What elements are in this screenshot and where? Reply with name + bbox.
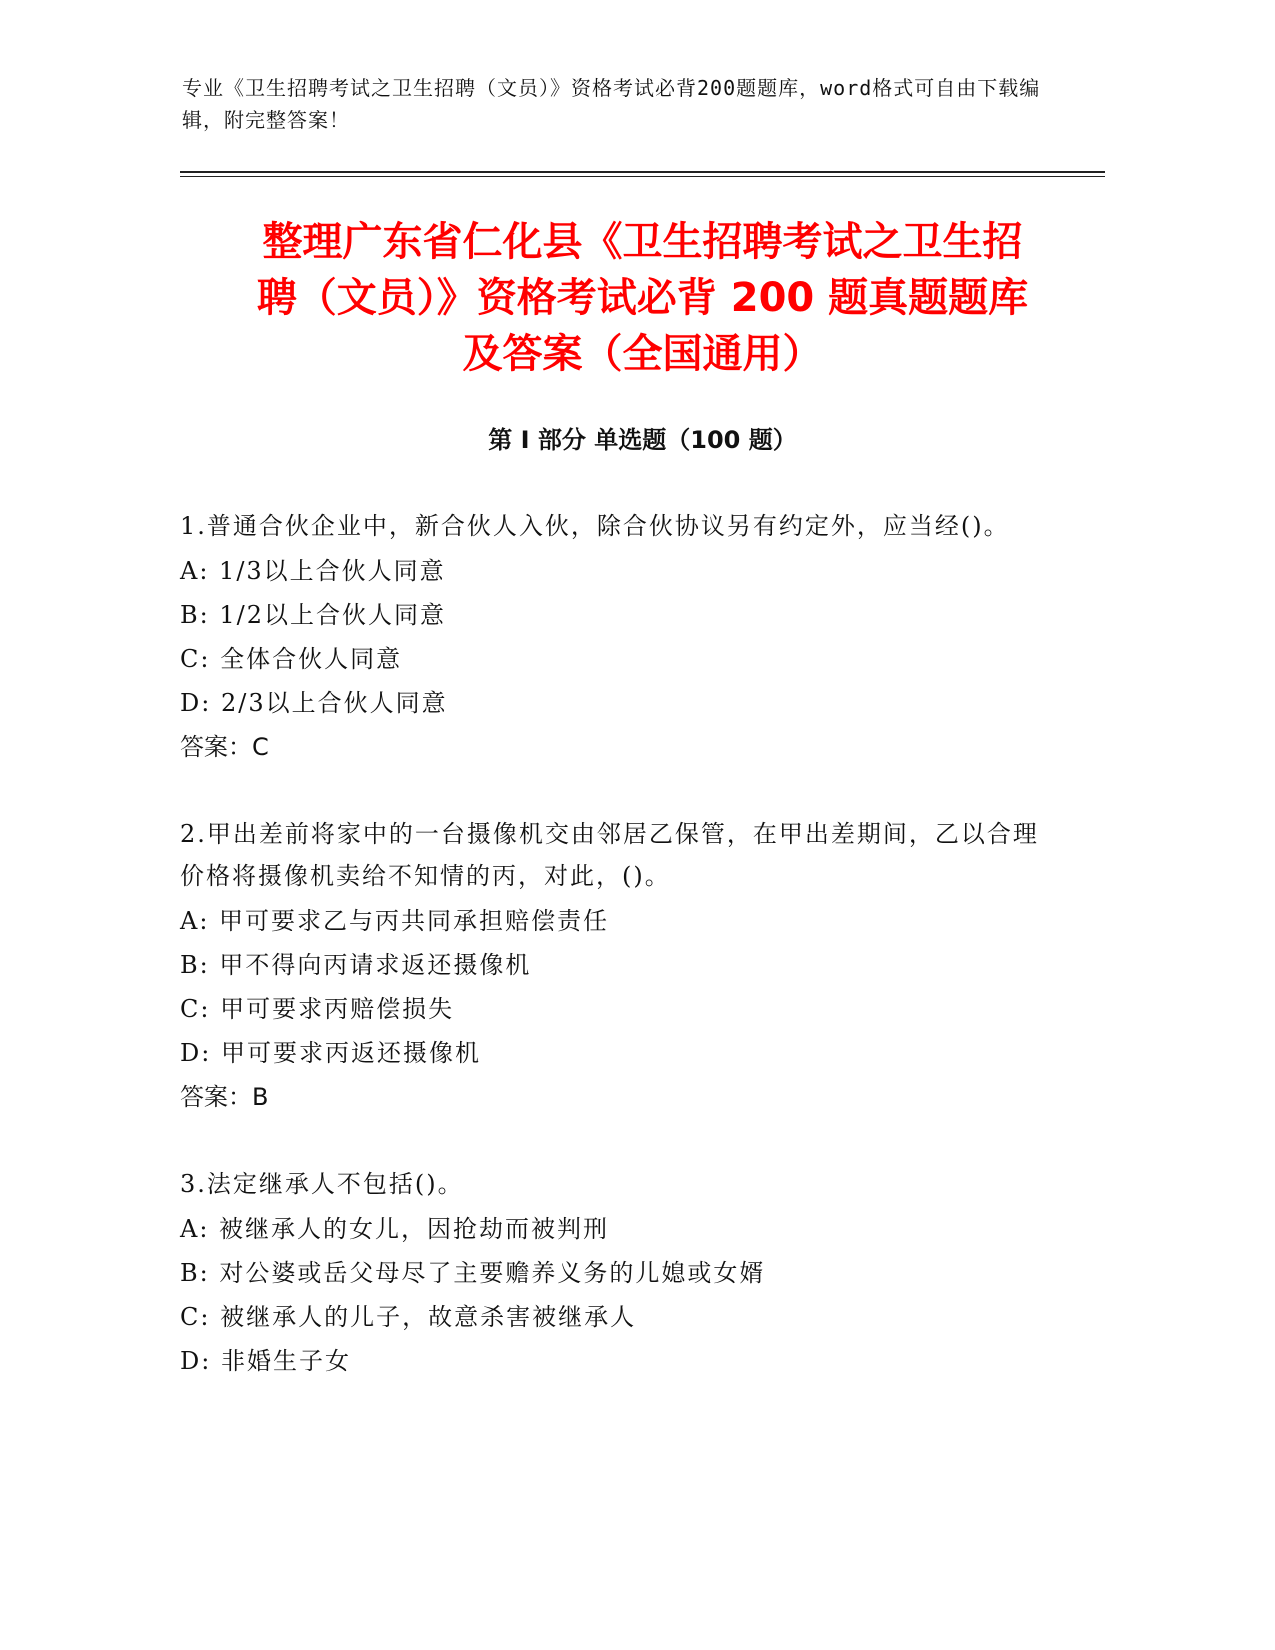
title-line-3: 及答案（全国通用） <box>462 331 823 377</box>
option-c: C: 全体合伙人同意 <box>180 645 403 673</box>
option-d: D: 甲可要求丙返还摄像机 <box>180 1039 481 1067</box>
title-line-1: 整理广东省仁化县《卫生招聘考试之卫生招 <box>262 219 1023 265</box>
section-heading: 第 I 部分 单选题（100 题） <box>488 426 797 454</box>
option-b: B: 对公婆或岳父母尽了主要赡养义务的儿媳或女婿 <box>180 1259 766 1287</box>
answer: 答案：B <box>180 1083 269 1111</box>
option-a: A: 1/3以上合伙人同意 <box>180 557 446 585</box>
option-b: B: 甲不得向丙请求返还摄像机 <box>180 951 532 979</box>
title-line-2: 聘（文员）》资格考试必背 200 题真题题库 <box>256 275 1029 321</box>
option-c: C: 被继承人的儿子，故意杀害被继承人 <box>180 1303 637 1331</box>
question-stem: 1.普通合伙企业中，新合伙人入伙，除合伙协议另有约定外，应当经()。 <box>180 512 1010 540</box>
question-list <box>180 505 1040 1427</box>
document-title <box>180 214 1105 382</box>
question-2 <box>180 813 1040 1119</box>
option-d: D: 非婚生子女 <box>180 1347 351 1375</box>
option-b: B: 1/2以上合伙人同意 <box>180 601 446 629</box>
question-stem: 2.甲出差前将家中的一台摄像机交由邻居乙保管，在甲出差期间，乙以合理价格将摄像机卖给不知情的丙，对此，()。 <box>180 820 1039 890</box>
question-1 <box>180 505 1040 769</box>
question-stem: 3.法定继承人不包括()。 <box>180 1170 464 1198</box>
question-3 <box>180 1163 1040 1383</box>
header-rule-thin <box>180 176 1105 177</box>
header-note: 专业《卫生招聘考试之卫生招聘（文员）》资格考试必背200题题库，word格式可自由下载编辑，附完整答案！ <box>182 76 1041 132</box>
header-rule-thick <box>180 171 1105 173</box>
option-a: A: 被继承人的女儿，因抢劫而被判刑 <box>180 1215 610 1243</box>
option-c: C: 甲可要求丙赔偿损失 <box>180 995 455 1023</box>
answer: 答案：C <box>180 733 269 761</box>
option-a: A: 甲可要求乙与丙共同承担赔偿责任 <box>180 907 610 935</box>
option-d: D: 2/3以上合伙人同意 <box>180 689 448 717</box>
